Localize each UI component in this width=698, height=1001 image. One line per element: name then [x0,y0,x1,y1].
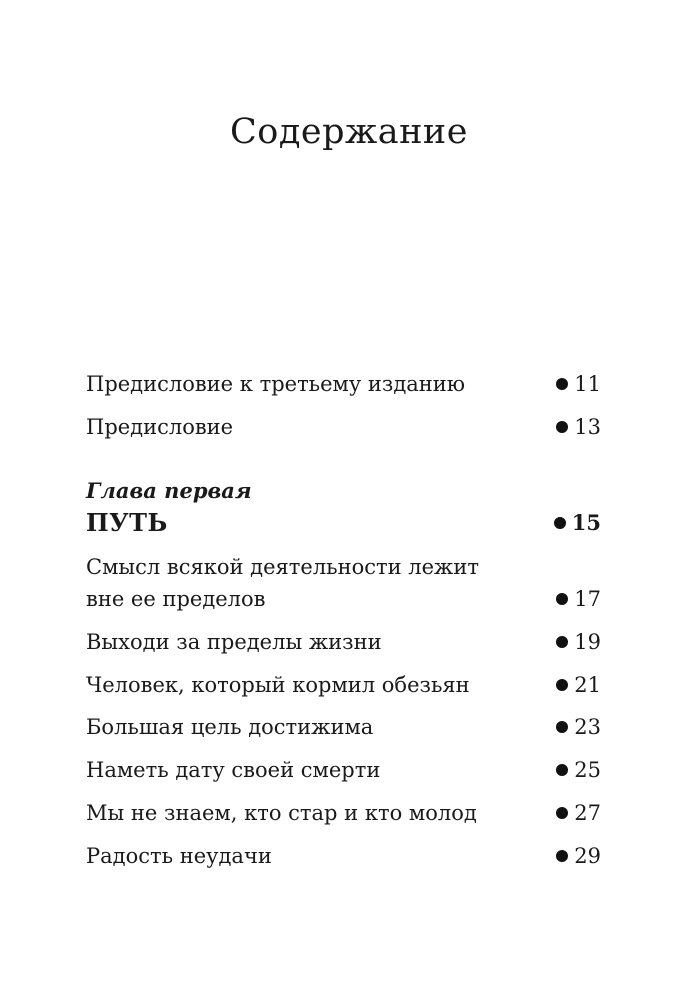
toc-entry-title: Предисловие [86,415,234,439]
chapter-title: ПУТЬ [86,508,168,537]
toc-entry-page: 17 [574,587,601,611]
toc-entry-title: Смысл всякой деятельности лежит вне ее пределов [86,555,479,611]
toc-entry-section[interactable] [86,711,601,743]
toc-entry-title: Наметь дату своей смерти [86,758,381,782]
toc-entry-page: 29 [574,844,601,868]
bullet-icon [556,807,568,819]
toc-entry-title: Мы не знаем, кто стар и кто молод [86,801,477,825]
toc-entry-title: Выходи за пределы жизни [86,630,382,654]
bullet-icon [556,378,568,390]
toc-entry-page: 23 [574,715,601,739]
toc-entry-section[interactable] [86,669,601,701]
toc-entry-page: 11 [574,372,601,396]
bullet-icon [556,850,568,862]
bullet-icon [556,679,568,691]
toc-entry-section[interactable] [86,840,601,872]
toc-entry-page: 13 [574,415,601,439]
toc-entry-preface[interactable] [86,411,601,443]
bullet-icon [556,421,568,433]
bullet-icon [556,764,568,776]
toc-entry-title: Человек, который кормил обезьян [86,673,470,697]
toc-entry-section[interactable] [86,551,601,615]
page-title: Содержание [230,112,468,152]
toc-entry-page: 15 [571,510,601,535]
toc-entry-page: 25 [574,758,601,782]
toc-entry-page: 21 [574,673,601,697]
bullet-icon [556,636,568,648]
toc-entry-preface-third-edition[interactable] [86,368,601,400]
bullet-icon [556,721,568,733]
toc-entry-title: Радость неудачи [86,844,272,868]
chapter-label: Глава первая [86,478,252,503]
toc-entry-page: 27 [574,801,601,825]
toc-entry-page: 19 [574,630,601,654]
toc-entry-title: Предисловие к третьему изданию [86,372,466,396]
toc-entry-chapter-one[interactable] [86,507,601,539]
toc-entry-section[interactable] [86,754,601,786]
bullet-icon [554,517,566,529]
toc-entry-title: Большая цель достижима [86,715,374,739]
bullet-icon [556,593,568,605]
toc-entry-section[interactable] [86,797,601,829]
toc-entry-section[interactable] [86,626,601,658]
